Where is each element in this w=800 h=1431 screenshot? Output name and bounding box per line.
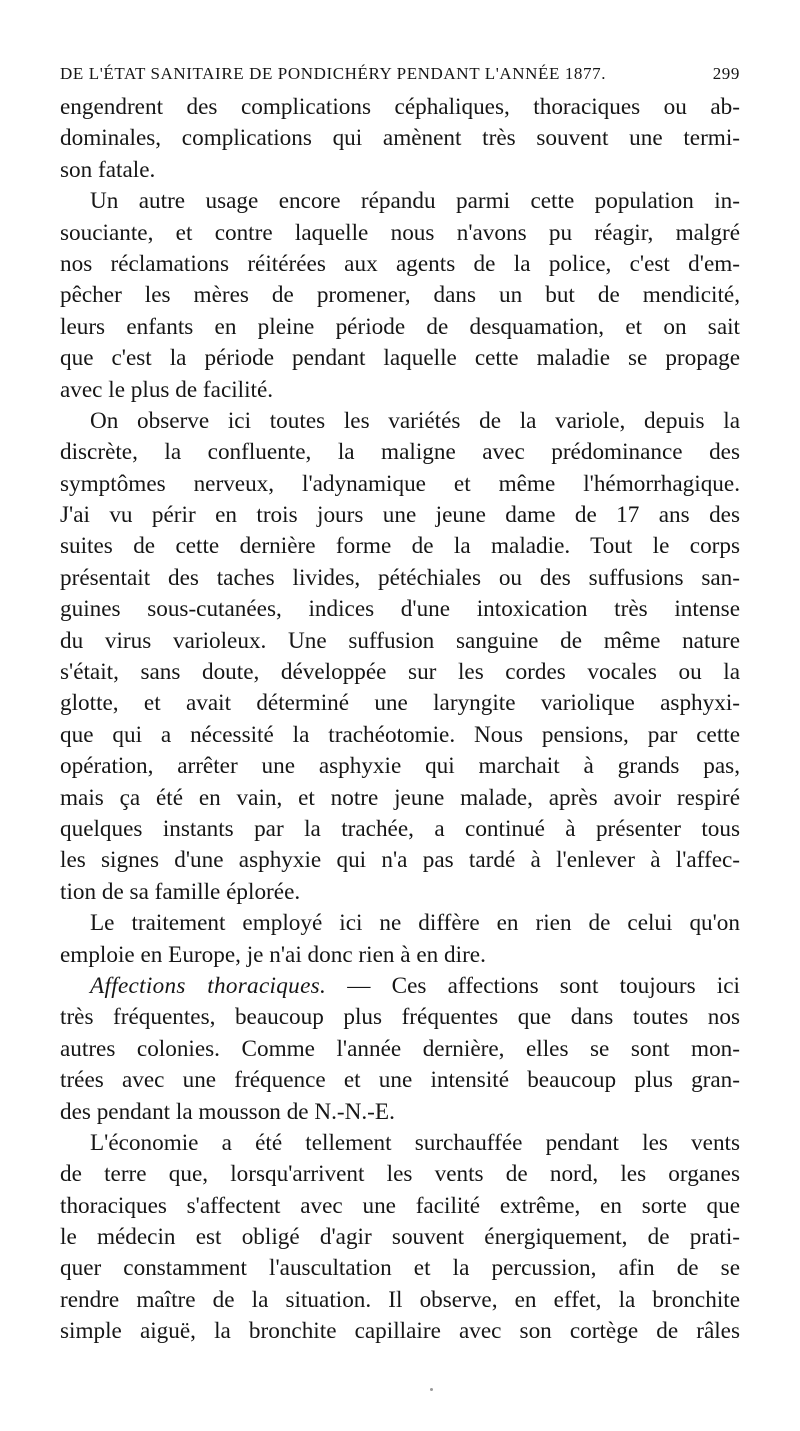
- text-line: Le traitement employé ici ne diffère en rien de celui qu'on: [90, 910, 740, 937]
- text-line: que qui a nécessité la trachéotomie. Nous pensions, par cette: [60, 721, 740, 748]
- running-header: [60, 60, 740, 90]
- text-line: trées avec une fréquence et une intensité beaucoup plus gran-: [60, 1067, 740, 1094]
- text-line: discrète, la confluente, la maligne avec prédominance des: [60, 439, 740, 466]
- text-line: Un autre usage encore répandu parmi cette population in-: [90, 188, 740, 215]
- text-line: J'ai vu périr en trois jours une jeune dame de 17 ans des: [60, 502, 740, 529]
- text-line: simple aiguë, la bronchite capillaire avec son cortège de râles: [60, 1318, 740, 1345]
- text-line: opération, arrêter une asphyxie qui marchait à grands pas,: [60, 753, 740, 780]
- text-line: son fatale.: [60, 156, 156, 183]
- text-line: autres colonies. Comme l'année dernière, elles se sont mon-: [60, 1035, 740, 1062]
- text-line: avec le plus de facilité.: [60, 376, 274, 403]
- text-line: présentait des taches livides, pétéchiales ou des suffusions san-: [60, 564, 740, 591]
- text-line: que c'est la période pendant laquelle cette maladie se propage: [60, 345, 740, 372]
- text-line: s'était, sans doute, développée sur les cordes vocales ou la: [60, 659, 740, 686]
- print-speck: [430, 1388, 433, 1391]
- text-line: emploie en Europe, je n'ai donc rien à en dire.: [60, 941, 486, 968]
- text-line: mais ça été en vain, et notre jeune malade, après avoir respiré: [60, 784, 740, 811]
- text-line: rendre maître de la situation. Il observe, en effet, la bronchite: [60, 1286, 740, 1313]
- text-line: les signes d'une asphyxie qui n'a pas tardé à l'enlever à l'affec-: [60, 847, 740, 874]
- section-heading-line: Affections thoraciques. — Ces affections sont toujours ici: [90, 972, 740, 999]
- running-title: DE L'ÉTAT SANITAIRE DE PONDICHÉRY PENDANT L'ANNÉE 1877.: [60, 64, 607, 83]
- text-line: engendrent des complications céphaliques, thoraciques ou ab-: [60, 94, 740, 120]
- body-text: [60, 92, 740, 1348]
- text-line: symptômes nerveux, l'adynamique et même l'hémorrhagique.: [60, 470, 740, 497]
- text-line: thoraciques s'affectent avec une facilité extrême, en sorte que: [60, 1192, 740, 1219]
- text-line: très fréquentes, beaucoup plus fréquentes que dans toutes nos: [60, 1004, 740, 1031]
- text-line: souciante, et contre laquelle nous n'avons pu réagir, malgré: [60, 219, 740, 246]
- text-line: L'économie a été tellement surchauffée pendant les vents: [90, 1129, 740, 1156]
- page-number: 299: [712, 64, 740, 83]
- text-line: suites de cette dernière forme de la maladie. Tout le corps: [60, 533, 740, 560]
- text-line: leurs enfants en pleine période de desquamation, et on sait: [60, 313, 740, 340]
- text-line: quer constamment l'auscultation et la percussion, afin de se: [60, 1255, 740, 1282]
- text-line: dominales, complications qui amènent très souvent une termi-: [60, 125, 740, 152]
- text-line: nos réclamations réitérées aux agents de la police, c'est d'em-: [60, 250, 740, 277]
- text-line: le médecin est obligé d'agir souvent énergiquement, de prati-: [60, 1224, 740, 1251]
- text-line: pêcher les mères de promener, dans un but de mendicité,: [60, 282, 740, 309]
- text-line: tion de sa famille éplorée.: [60, 878, 301, 905]
- section-heading: Affections thoraciques.: [90, 972, 327, 999]
- text-line: de terre que, lorsqu'arrivent les vents de nord, les organes: [60, 1161, 740, 1188]
- text-line: guines sous-cutanées, indices d'une intoxication très intense: [60, 596, 740, 623]
- text-line: quelques instants par la trachée, a continué à présenter tous: [60, 815, 740, 842]
- text-line: On observe ici toutes les variétés de la variole, depuis la: [90, 407, 740, 434]
- text-line: du virus varioleux. Une suffusion sanguine de même nature: [60, 627, 740, 654]
- text-line: glotte, et avait déterminé une laryngite variolique asphyxi-: [60, 690, 740, 717]
- text-line: des pendant la mousson de N.-N.-E.: [60, 1098, 395, 1125]
